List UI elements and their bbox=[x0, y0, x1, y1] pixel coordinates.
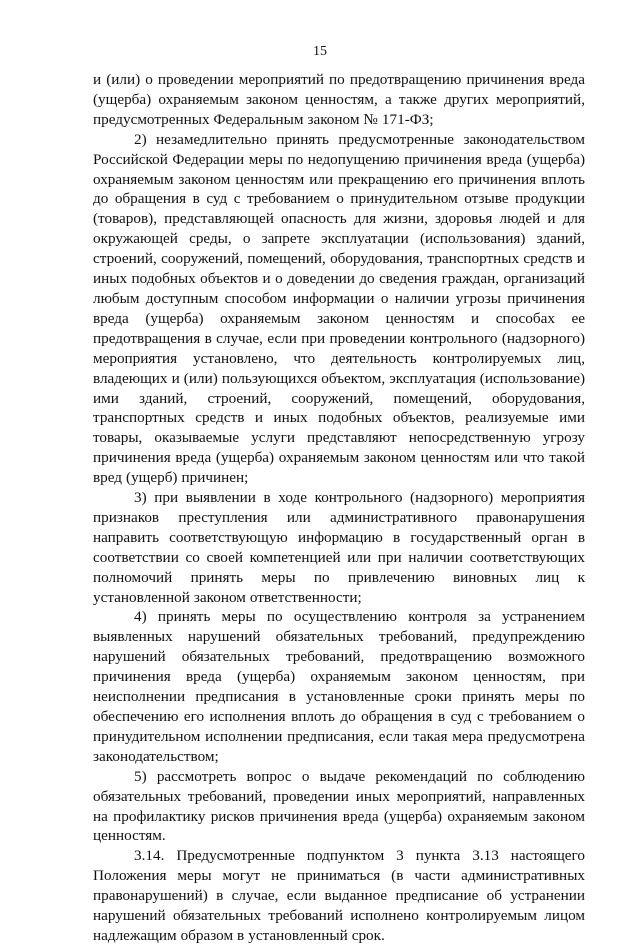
page-number: 15 bbox=[313, 44, 327, 59]
paragraph-item-5: 5) рассмотреть вопрос о выдаче рекомендаций по соблюдению обязательных требований, проведении иных мероприятий, направленных на профилактику рисков причинения вреда (ущерба) охраняемым законом ценностям. bbox=[93, 767, 585, 845]
paragraph-item-4: 4) принять меры по осуществлению контроля за устранением выявленных нарушений обязательных требований, предупреждению нарушений обязательных требований, предотвращению возможного причинения вреда (ущерба) охраняемым законом ценностям, при неисполнении предписания в установленные сроки принять меры по обеспечению его исполнения вплоть до обращения в суд с требованием о принудительном исполнении предписания, если такая мера предусмотрена законодательством; bbox=[93, 608, 585, 765]
paragraph-item-3: 3) при выявлении в ходе контрольного (надзорного) мероприятия признаков преступления или административного правонарушения направить соответствующую информацию в государственный орган в соответствии со своей компетенцией или при наличии соответствующих полномочий принять меры по привлечению виновных лиц к установленной законом ответственности; bbox=[93, 489, 585, 606]
paragraph-continuation: и (или) о проведении мероприятий по предотвращению причинения вреда (ущерба) охраняемым законом ценностям, а также других мероприятий, предусмотренных Федеральным законом № 171-ФЗ; bbox=[93, 71, 585, 128]
paragraph-clause-3-14: 3.14. Предусмотренные подпунктом 3 пункта 3.13 настоящего Положения меры могут не приниматься (в части административных правонарушений) в случае, если выданное предписание об устранении нарушений обязательных требований исполнено контролируемым лицом надлежащим образом в установленный срок. bbox=[93, 847, 585, 944]
document-body bbox=[93, 70, 585, 946]
paragraph-item-2: 2) незамедлительно принять предусмотренные законодательством Российской Федерации меры по недопущению причинения вреда (ущерба) охраняемым законом ценностям или прекращению его причинения вплоть до обращения в суд с требованием о принудительном отзыве продукции (товаров), представляющей опасность для жизни, здоровья людей и для окружающей среды, о запрете эксплуатации (использования) зданий, строений, сооружений, помещений, оборудования, транспортных средств и иных подобных объектов и о доведении до сведения граждан, организаций любым доступным способом информации о наличии угрозы причинения вреда (ущерба) охраняемым законом ценностям и способах ее предотвращения в случае, если при проведении контрольного (надзорного) мероприятия установлено, что деятельность контролируемых лиц, владеющих и (или) пользующихся объектом, эксплуатация (использование) ими зданий, строений, сооружений, помещений, оборудования, транспортных средств и иных подобных объектов, реализуемые ими товары, оказываемые услуги представляют непосредственную угрозу причинения вреда (ущерба) охраняемым законом ценностям или что такой вред (ущерб) причинен; bbox=[93, 130, 585, 487]
